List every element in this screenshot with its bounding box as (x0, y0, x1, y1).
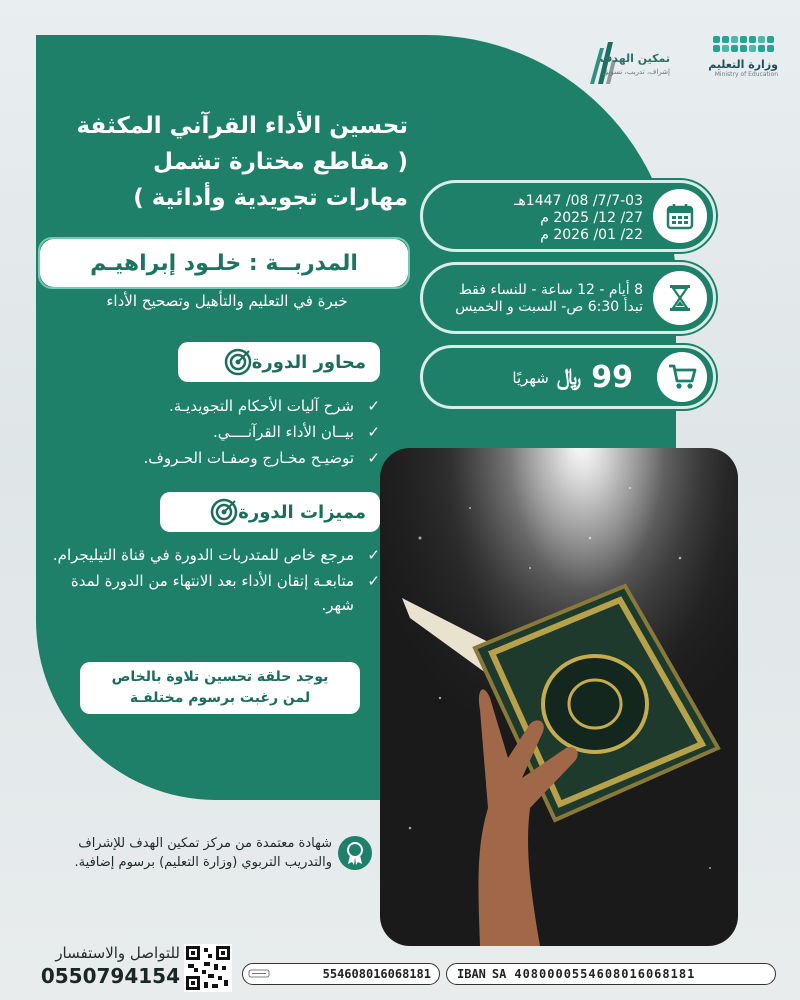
date-start: 27/ 12/ 2025 م (540, 210, 643, 226)
check-icon: ✓ (367, 423, 380, 441)
price-pill (420, 345, 716, 409)
trainer-name: المدربــة : خلـود إبراهيـم (90, 250, 358, 276)
price-row (512, 360, 633, 395)
course-axes-title: محاور الدورة (251, 351, 366, 373)
certificate-note: شهادة معتمدة من مركز تمكين الهدف للإشراف والتدريب التربوي (وزارة التعليم) برسوم إضافية. (74, 836, 332, 870)
price-amount: 99 (591, 360, 633, 395)
course-features-heading (160, 492, 380, 532)
target-icon (224, 348, 252, 376)
list-item (50, 446, 380, 470)
list-item-text: بيــان الأداء القرآنــــي. (212, 423, 354, 441)
ministry-logo-name-en: Ministry of Education (714, 71, 778, 78)
course-axes-heading (178, 342, 380, 382)
trainer-experience: خبرة في التعليم والتأهيل وتصحيح الأداء (106, 292, 348, 310)
quran-hand-photo (380, 448, 738, 946)
halaqa-line-1: يوجد حلقة تحسين تلاوة بالخاص (111, 669, 329, 685)
ministry-logo-mark (713, 36, 778, 52)
date-icon-circle (653, 189, 707, 243)
price-period: شهريًا (512, 368, 549, 387)
contact-label: للتواصل والاستفسار (55, 944, 180, 962)
center-logo-tagline: إشراف، تدريب، تسويق (602, 68, 670, 76)
check-icon: ✓ (367, 449, 380, 467)
date-end: 22/ 01/ 2026 م (540, 227, 643, 243)
ministry-logo (708, 36, 778, 91)
duration-icon-circle (653, 271, 707, 325)
course-features-title: مميزات الدورة (238, 501, 366, 523)
hourglass-icon (666, 283, 694, 313)
calendar-icon (665, 201, 695, 231)
list-item-text: شرح آليات الأحكام التجويديـة. (168, 397, 354, 415)
course-title-line-3: مهارات تجويدية وأدائية ) (133, 185, 408, 211)
quran-book-illustration (380, 448, 738, 946)
cart-icon (667, 363, 697, 391)
bank-logo-icon (248, 967, 270, 980)
list-item-text: متابعـة إتقان الأداء بعد الانتهاء من الدورة لمدة شهر. (70, 572, 354, 614)
center-logo (586, 38, 704, 88)
iban-label: IBAN (457, 967, 486, 981)
list-item-text: توضيـح مخـارج وصفـات الحـروف. (143, 449, 354, 467)
duration-line-2: تبدأ 6:30 ص- السبت و الخميس (455, 299, 643, 315)
course-title-line-1: تحسين الأداء القرآني المكثفة (76, 113, 408, 139)
course-features-list (50, 543, 380, 619)
riyal-currency-icon: ﷼ (556, 365, 582, 390)
list-item-text: مرجع خاص للمتدربات الدورة في قناة التيليجرام. (52, 546, 354, 564)
check-icon: ✓ (367, 572, 380, 590)
bank-account-number: 554608016068181 (322, 967, 431, 981)
bank-account-box[interactable] (242, 963, 440, 985)
check-icon: ✓ (367, 397, 380, 415)
list-item (50, 420, 380, 444)
course-title (40, 108, 408, 216)
certificate-award-icon (338, 836, 372, 870)
price-icon-circle (657, 352, 707, 402)
trainer-badge (40, 239, 408, 287)
list-item (50, 569, 380, 617)
private-halaqa-note (80, 662, 360, 714)
list-item (50, 394, 380, 418)
ministry-logo-name: وزارة التعليم (708, 58, 778, 71)
date-text (433, 193, 643, 244)
duration-pill (420, 262, 716, 334)
check-icon: ✓ (367, 546, 380, 564)
target-icon (210, 498, 238, 526)
duration-text (433, 282, 643, 316)
iban-box[interactable] (446, 963, 776, 985)
halaqa-line-2: لمن رغبت برسوم مختلفـة (129, 690, 311, 706)
center-logo-name: تمكين الهدف (599, 52, 670, 65)
date-pill (420, 180, 716, 252)
qr-code[interactable] (184, 944, 232, 992)
date-hijri: 7/7-03/ 08/ 1447هـ (514, 193, 643, 209)
list-item (50, 543, 380, 567)
contact-phone[interactable]: 0550794154 (40, 964, 180, 988)
iban-number: 4080000554608016068181 (514, 967, 696, 981)
course-axes-list (50, 394, 380, 472)
course-title-line-2: ( مقاطع مختارة تشمل (153, 149, 408, 175)
iban-country: SA (491, 967, 507, 981)
duration-line-1: 8 أيام - 12 ساعة - للنساء فقط (458, 282, 643, 298)
